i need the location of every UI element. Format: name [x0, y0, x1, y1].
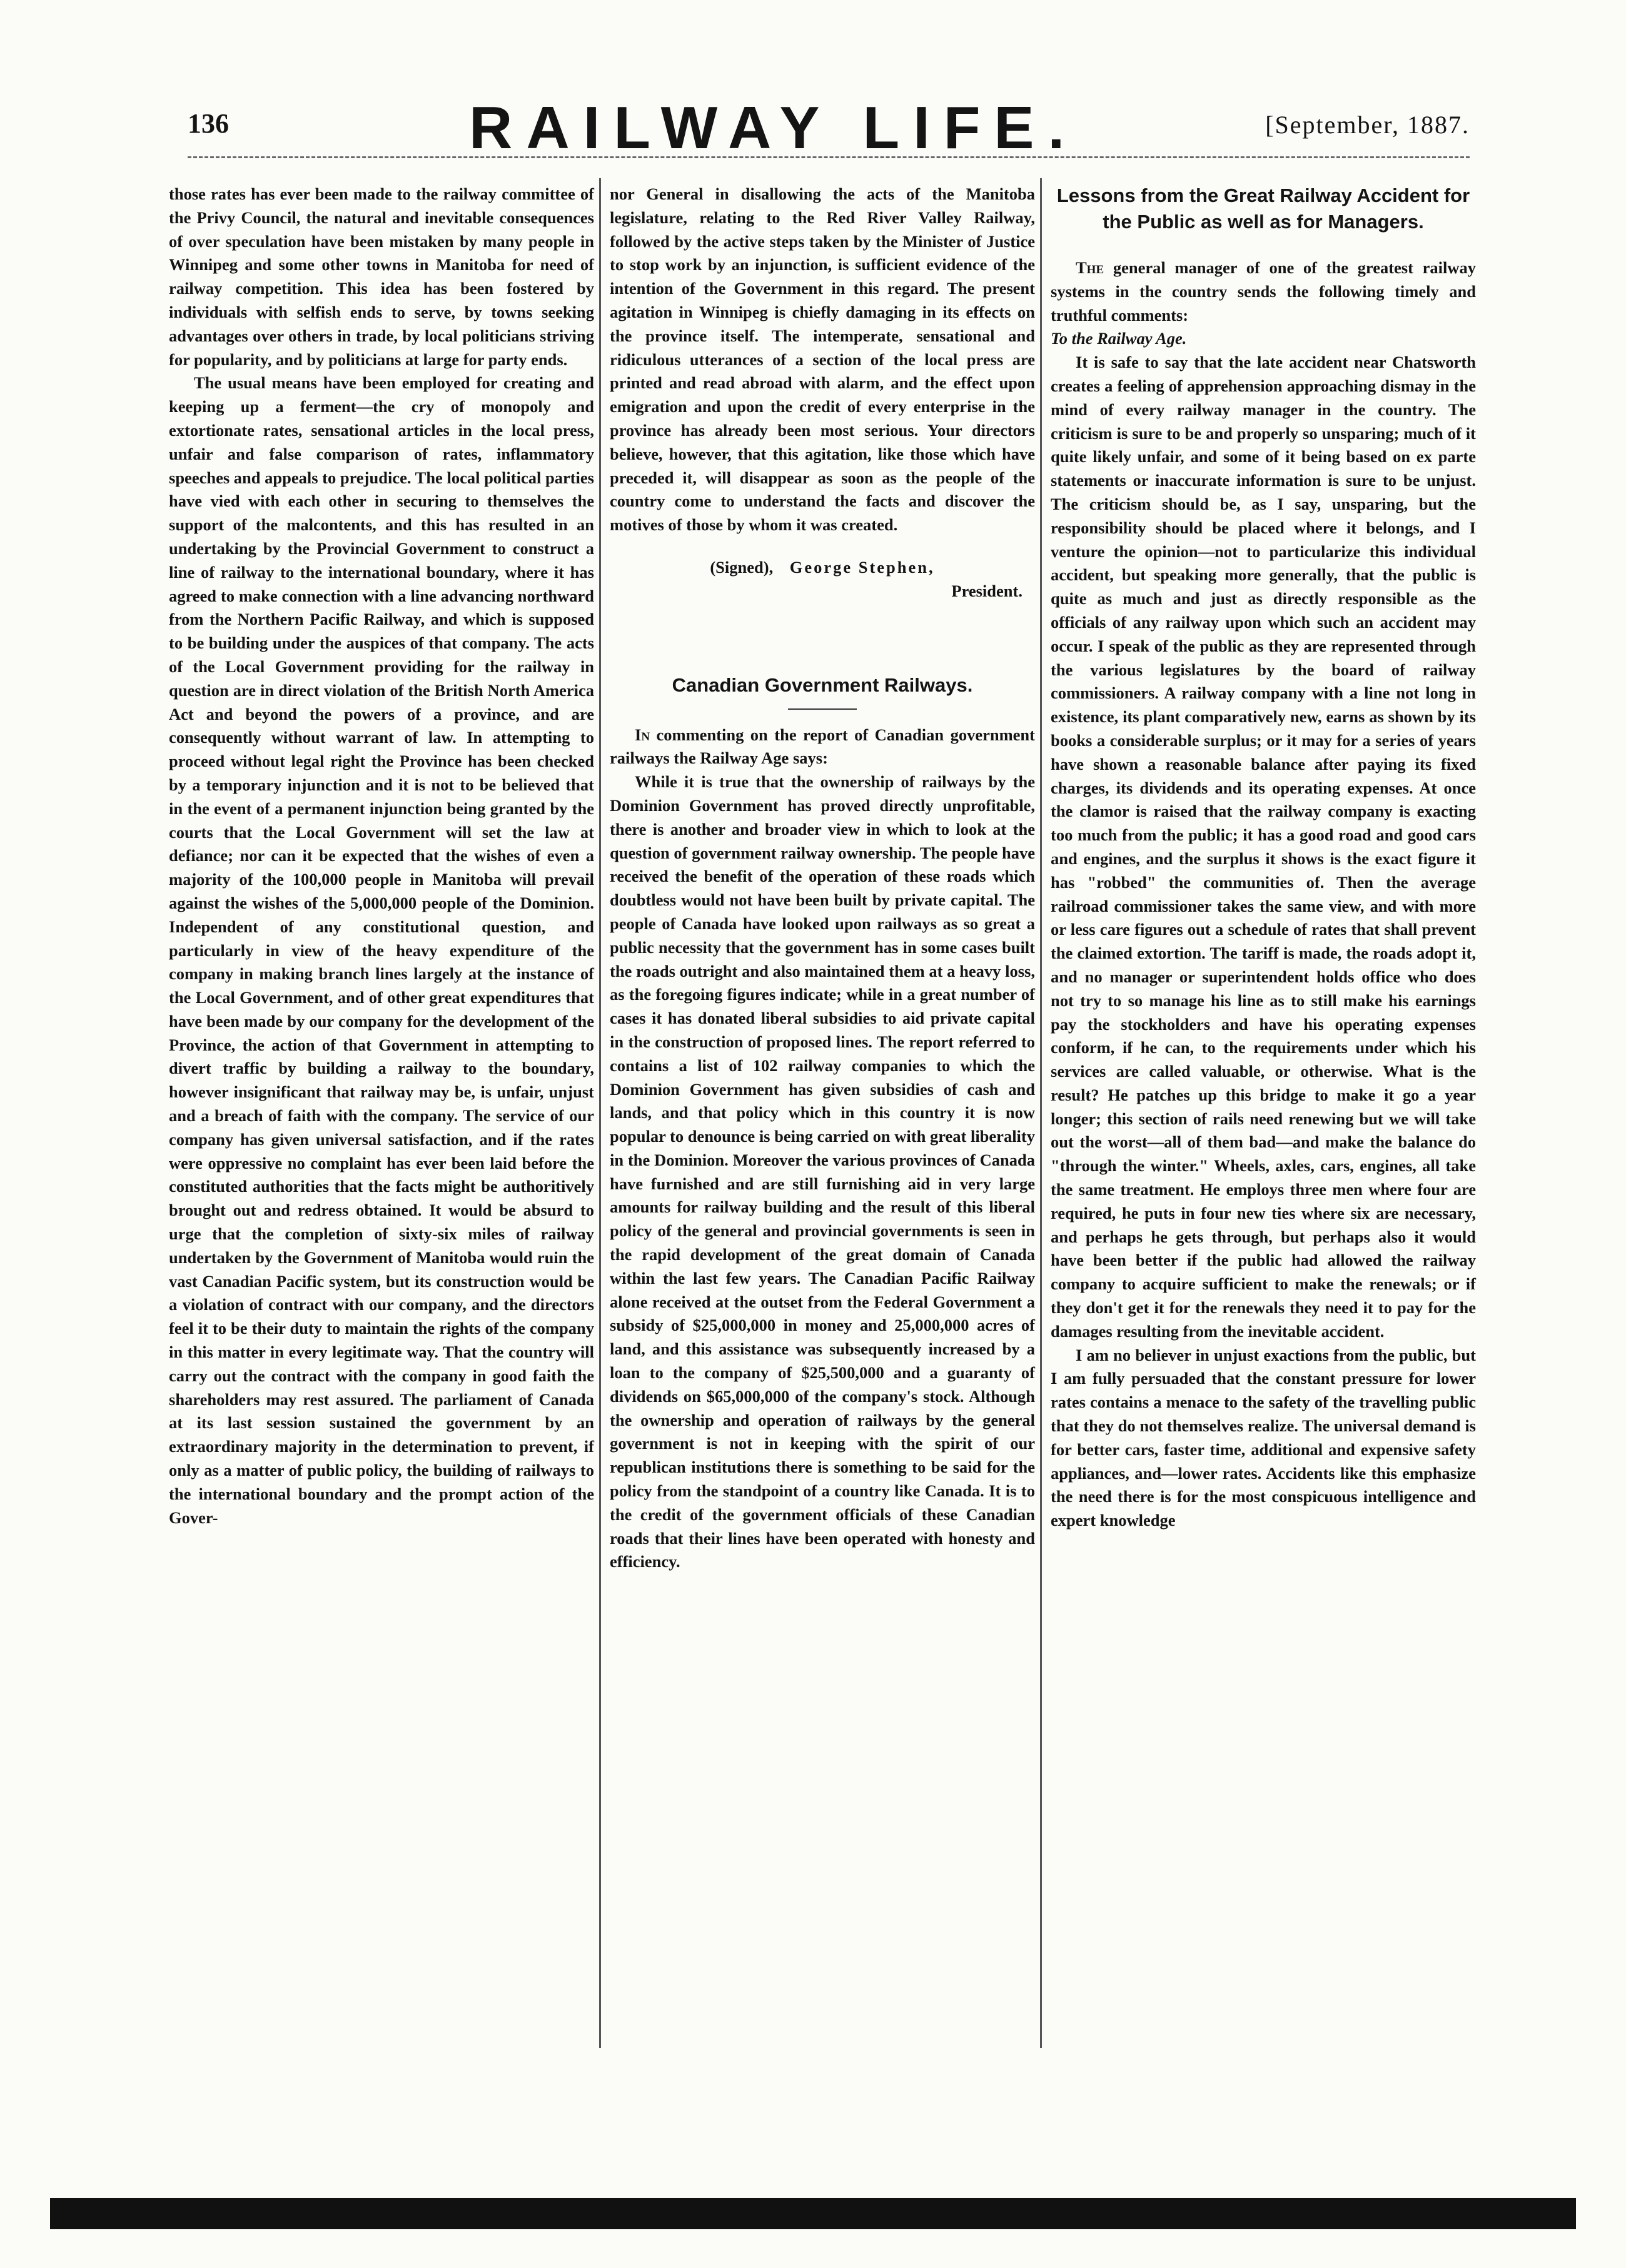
signer-title: President.: [951, 581, 1023, 600]
salutation: To the Railway Age.: [1051, 329, 1187, 348]
article-paragraph: While it is true that the ownership of railways by the Dominion Government has proved directly unprofitable, there is another and broader view in which to look at the question of government railway ownership. The people have received the benefit of the operation of these roads which doubtless would not have been built by private capital. The people of Canada have looked upon railways as so great a public necessity that the government has in some cases built the roads outright and also maintained them at a heavy loss, as the foregoing figures indicate; while in a great number of cases it has donated liberal subsidies to aid private capital in the construction of proposed lines. The report referred to contains a list of 102 railway companies to which the Dominion Government has given subsidies of cash and lands, and that policy which in this country it is now popular to denounce is being carried on with great liberality in the Dominion. Moreover the various provinces of Canada have furnished and are still furnishing aid in very large amounts for railway building and the result of this liberal policy of the general and provincial governments is seen in the rapid development of the great domain of Canada within the last few years. The Canadian Pacific Railway alone received at the outset from the Federal Government a subsidy of $25,000,000 in money and 25,000,000 acres of land, and this assistance was subsequently increased by a loan to the company of $25,500,000 and a guaranty of dividends on $65,000,000 of the company's stock. Although the ownership and operation of railways by the general government is not in keeping with the spirit of our republican institutions there is something to be said for the policy from the standpoint of a country like Canada. It is to the credit of the government officials of these Canadian roads that their lines have been operated with honesty and efficiency.: [610, 772, 1035, 1571]
signed-label: (Signed),: [710, 557, 774, 577]
lead-word: The: [1076, 258, 1104, 277]
article-paragraph: those rates has ever been made to the railway committee of the Privy Council, the natural and inevitable consequences of over speculation have been mistaken by many people in Winnipeg and some other towns in Manitoba for need of railway competition. This idea has been fostered by individuals with selfish ends to serve, by towns seeking advantages over others in trade, by local politicians striving for popularity, and by politicians at large for party ends.: [169, 184, 594, 369]
article-paragraph: It is safe to say that the late accident near Chatsworth creates a feeling of apprehension approaching dismay in the mind of every railway manager in the country. The criticism is sure to be and properly so unsparing; much of it quite likely unfair, and some of it being based on ex parte statements or inaccurate information is sure to be unjust. The criticism should be, as I say, unsparing, but the responsibility should be placed where it belongs, and I venture the opinion—not to particularize this individual accident, but speaking more generally, that the public is quite as much and just as directly responsible as the officials of any railway upon which such an accident may occur. I speak of the public as they are represented through the various legislatures by the board of railway commissioners. A railway company with a line not long in existence, its plant comparatively new, earns as shown by its books a considerable surplus; or it may for a series of years have shown a reasonable balance after paying its fixed charges, its dividends and its operating expenses. At once the clamor is raised that the railway company is exacting too much from the public; it has a good road and good cars and engines, and the surplus it shows is the exact figure it has "robbed" the communities of. Then the average railroad commissioner takes the same view, and with more or less care figures out a schedule of rates that shall prevent the claimed extortion. The tariff is made, the roads adopt it, and no manager or superintendent holds office who does not try to so manage his line as to still make his earnings pay the stockholders and have his operating expenses conform, if he can, to the requirements under which his services are called valuable, or otherwise. What is the result? He patches up this bridge to make it go a year longer; this section of rails need renewing but we will take out the worst—all of them bad—and make the balance do "through the winter." Wheels, axles, cars, engines, all take the same treatment. He employs three men where four are required, he puts in four new ties where six are necessary, and perhaps he gets through, but perhaps also it would have been better if the public had allowed the railway company to acquire sufficient to make the renewals; or if they don't get it for the renewals they need it to pay for the damages resulting from the inevitable accident.: [1051, 353, 1476, 1341]
article-paragraph: The usual means have been employed for creating and keeping up a ferment—the cry of monopoly and extortionate rates, sensational articles in the local press, unfair and false comparison of rates, inflammatory speeches and appeals to prejudice. The local political parties have vied with each other in securing to themselves the support of the malcontents, and this has resulted in an undertaking by the Provincial Government to construct a line of railway to the international boundary, where it has agreed to make connection with a line advancing northward from the Northern Pacific Railway, and which is supposed to be building under the auspices of that company. The acts of the Local Government providing for the railway in question are in direct violation of the British North America Act and beyond the powers of a province, and are consequently without warrant of law. In attempting to proceed without legal right the Province has been checked by a temporary injunction and it is not to be believed that in the event of a permanent injunction being granted by the courts that the Local Government will set the law at defiance; nor can it be expected that the wishes of even a majority of the 100,000 people in Manitoba will prevail against the wishes of the 5,000,000 people of the Dominion. Independent of any constitutional question, and particularly in view of the heavy expenditure of the company in making branch lines largely at the instance of the Local Government, and of other great expenditures that have been made by our company for the development of the Province, the action of that Government in attempting to divert traffic by building a railway to the boundary, however insignificant that railway may be, is unfair, unjust and a breach of faith with the company. The service of our company has given universal satisfaction, and if the rates were oppressive no complaint has ever been laid before the constituted authorities that the facts might be authoritively brought out and redress obtained. It would be absurd to urge that the completion of sixty-six miles of railway undertaken by the Government of Manitoba would ruin the vast Canadian Pacific system, but its construction would be a violation of contract with our company, and the directors feel it to be their duty to maintain the rights of the company in this matter in every legitimate way. That the country will carry out the contract with the company in good faith the shareholders may rest assured. The parliament of Canada at its last session sustained the government by an extraordinary majority in the determination to prevent, if only as a matter of public policy, the building of railways to the international boundary and the prompt action of the Gover-: [169, 373, 594, 1527]
lead-word: In: [635, 725, 650, 744]
signer-name: George Stephen,: [789, 557, 935, 577]
column-right: [1051, 183, 1476, 1533]
issue-date: [September, 1887.: [1265, 111, 1470, 139]
article-paragraph: general manager of one of the greatest railway systems in the country sends the following timely and truthful comments:: [1051, 258, 1476, 325]
page-number: 136: [188, 108, 229, 139]
section-title: Lessons from the Great Railway Accident for the Public as well as for Managers.: [1056, 184, 1470, 233]
article-paragraph: commenting on the report of Canadian government railways the Railway Age says:: [610, 725, 1035, 768]
article-paragraph: I am no believer in unjust exactions from the public, but I am fully persuaded that the constant pressure for lower rates contains a menace to the safety of the travelling public that they do not themselves realize. The universal demand is for better cars, faster time, additional and expensive safety appliances, and—lower rates. Accidents like this emphasize the need there is for the most conspicuous intelligence and expert knowledge: [1051, 1345, 1476, 1530]
column-divider: [1040, 178, 1042, 2048]
header-rule: [188, 156, 1470, 158]
column-divider: [599, 178, 601, 2048]
column-left: [169, 183, 594, 1530]
article-paragraph: nor General in disallowing the acts of the Manitoba legislature, relating to the Red River Valley Railway, followed by the active steps taken by the Minister of Justice to stop work by an injunction, is sufficient evidence of the intention of the Government in this regard. The present agitation in Winnipeg is chiefly damaging in its effects on the province itself. The intemperate, sensational and ridiculous utterances of a section of the local press are printed and read abroad with alarm, and the effect upon emigration and upon the credit of every enterprise in the province has already been most serious. Your directors believe, however, that this agitation, like those which have preceded it, will disappear as soon as the people of the country come to understand the facts and discover the motives of those by whom it was created.: [610, 184, 1035, 535]
title-rule: [788, 708, 857, 710]
masthead-title: RAILWAY LIFE.: [469, 94, 1079, 161]
signature-block: [610, 556, 1035, 580]
bottom-border-bar: [50, 2198, 1576, 2229]
column-middle: [610, 183, 1035, 1574]
section-title: Canadian Government Railways.: [672, 673, 973, 696]
page-header: [188, 94, 1470, 163]
